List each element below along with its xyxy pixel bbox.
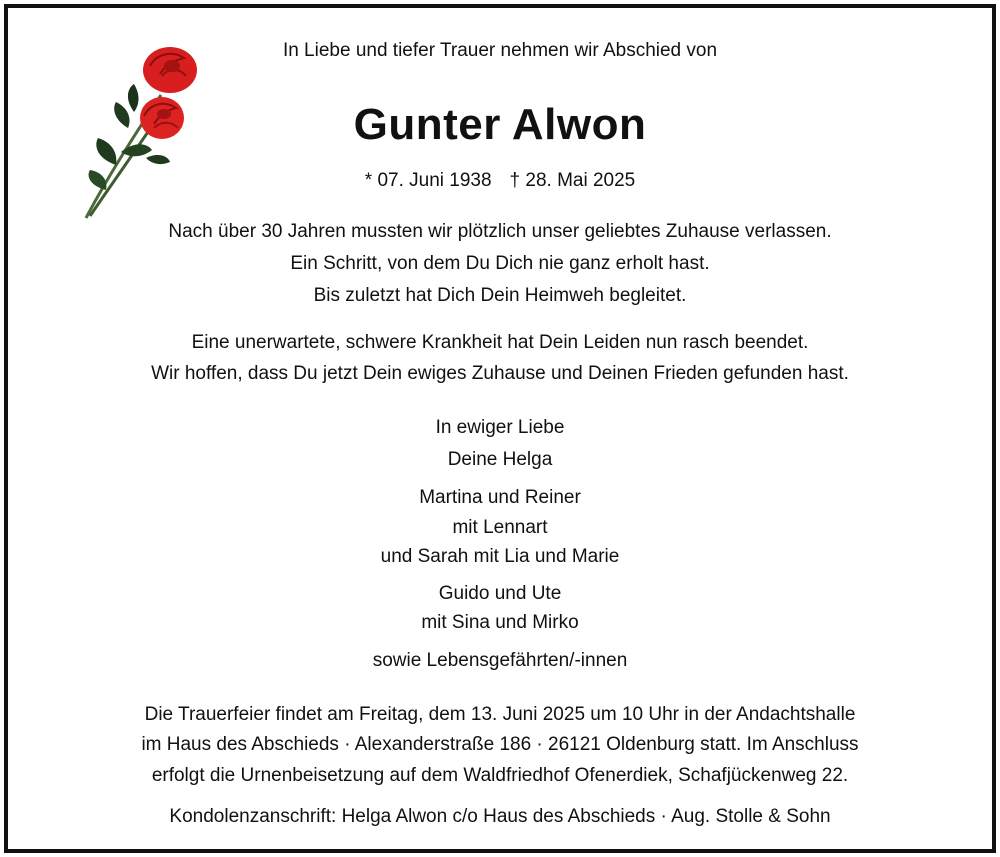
family-line: mit Sina und Mirko [421,612,579,633]
condolence-address: Kondolenzanschrift: Helga Alwon c/o Haus des Abschieds · Aug. Stolle & Sohn [169,806,831,827]
text-line: Wir hoffen, dass Du jetzt Dein ewiges Zuhause und Deinen Frieden gefunden hast. [151,363,849,384]
ceremony-line: im Haus des Abschieds · Alexanderstraße 186 · 26121 Oldenburg statt. Im Anschluss [141,734,859,755]
death-date: † 28. Mai 2025 [509,170,636,191]
life-dates [8,169,992,193]
family-line: In ewiger Liebe [435,417,565,438]
family-line: Martina und Reiner [419,487,581,508]
family-line: Guido und Ute [438,583,562,604]
family-line: mit Lennart [452,517,548,538]
family-line: Deine Helga [447,449,553,470]
birth-date: * 07. Juni 1938 [364,170,492,191]
deceased-name: Gunter Alwon [353,100,647,149]
ceremony-line: erfolgt die Urnenbeisetzung auf dem Waldfriedhof Ofenerdiek, Schafjückenweg 22. [151,765,849,786]
family-line: und Sarah mit Lia und Marie [380,546,620,567]
text-line: Bis zuletzt hat Dich Dein Heimweh begleitet. [313,285,687,306]
text-line: Eine unerwartete, schwere Krankheit hat Dein Leiden nun rasch beendet. [191,332,809,353]
family-line: sowie Lebensgefährten/-innen [372,650,628,671]
text-line: Nach über 30 Jahren mussten wir plötzlich unser geliebtes Zuhause verlassen. [168,221,832,242]
ceremony-line: Die Trauerfeier findet am Freitag, dem 13. Juni 2025 um 10 Uhr in der Andachtshalle [144,704,856,725]
obituary-frame [4,4,996,853]
text-line: Ein Schritt, von dem Du Dich nie ganz erholt hast. [290,253,710,274]
intro-text: In Liebe und tiefer Trauer nehmen wir Abschied von [282,40,718,61]
